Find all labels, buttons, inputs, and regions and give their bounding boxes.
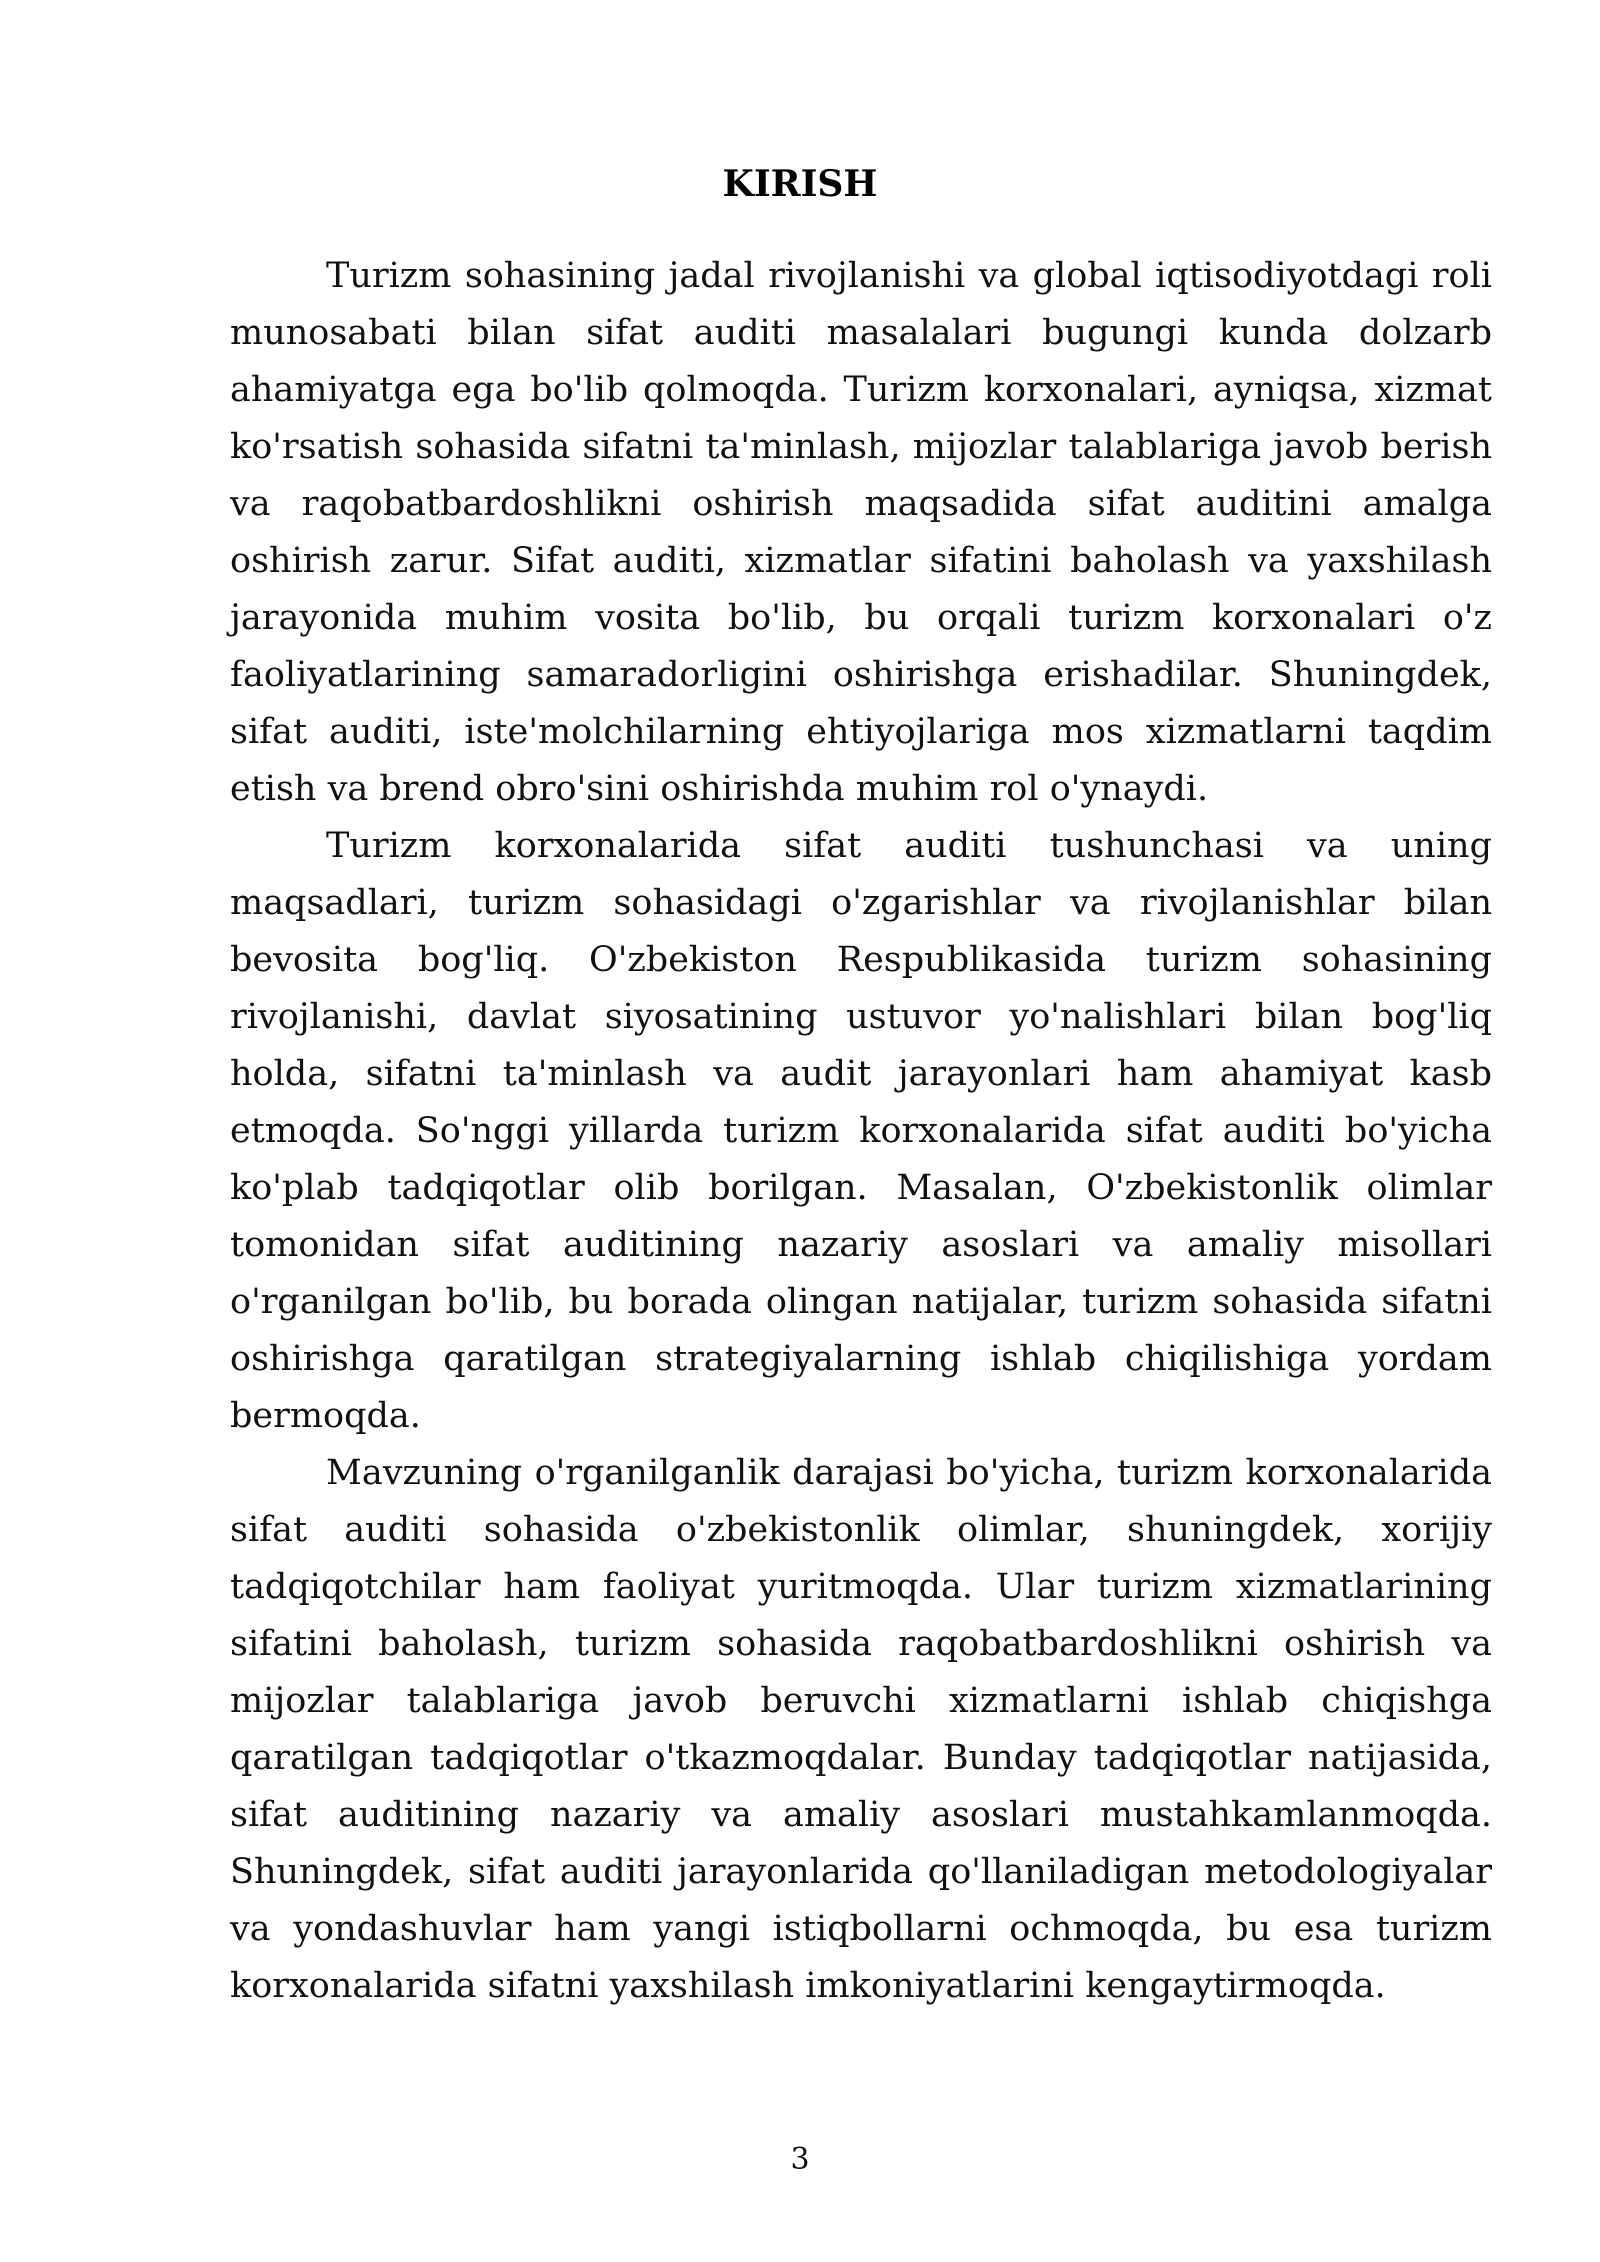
page-number: 3 [790,2142,810,2177]
paragraph-2: Turizm korxonalarida sifat auditi tushunchasi va uning maqsadlari, turizm sohasidagi o'zgarishlar va rivojlanishlar bilan bevosita bog'liq. O'zbekiston Respublikasida turizm sohasining rivojlanishi, davlat siyosatining ustuvor yo'nalishlari bilan bog'liq holda, sifatni ta'minlash va audit jarayonlari ham ahamiyat kasb etmoqda. So'nggi yillarda turizm korxonalarida sifat auditi bo'yicha ko'plab tadqiqotlar olib borilgan. Masalan, O'zbekistonlik olimlar tomonidan sifat auditining nazariy asoslari va amaliy misollari o'rganilgan bo'lib, bu borada olingan natijalar, turizm sohasida sifatni oshirishga qaratilgan strategiyalarning ishlab chiqilishiga yordam bermoqda. [230,826,1492,1436]
paragraph-1: Turizm sohasining jadal rivojlanishi va global iqtisodiyotdagi roli munosabati bilan sifat auditi masalalari bugungi kunda dolzarb ahamiyatga ega bo'lib qolmoqda. Turizm korxonalari, ayniqsa, xizmat ko'rsatish sohasida sifatni ta'minlash, mijozlar talablariga javob berish va raqobatbardoshlikni oshirish maqsadida sifat auditini amalga oshirish zarur. Sifat auditi, xizmatlar sifatini baholash va yaxshilash jarayonida muhim vosita bo'lib, bu orqali turizm korxonalari o'z faoliyatlarining samaradorligini oshirishga erishadilar. Shuningdek, sifat auditi, iste'molchilarning ehtiyojlariga mos xizmatlarni taqdim etish va brend obro'sini oshirishda muhim rol o'ynaydi. [230,256,1492,809]
body-text [230,248,1492,2015]
paragraph-3: Mavzuning o'rganilganlik darajasi bo'yicha, turizm korxonalarida sifat auditi sohasida o'zbekistonlik olimlar, shuningdek, xorijiy tadqiqotchilar ham faoliyat yuritmoqda. Ular turizm xizmatlarining sifatini baholash, turizm sohasida raqobatbardoshlikni oshirish va mijozlar talablariga javob beruvchi xizmatlarni ishlab chiqishga qaratilgan tadqiqotlar o'tkazmoqdalar. Bunday tadqiqotlar natijasida, sifat auditining nazariy va amaliy asoslari mustahkamlanmoqda. Shuningdek, sifat auditi jarayonlarida qo'llaniladigan metodologiyalar va yondashuvlar ham yangi istiqbollarni ochmoqda, bu esa turizm korxonalarida sifatni yaxshilash imkoniyatlarini kengaytirmoqda. [230,1453,1492,2006]
section-title: KIRISH [722,163,878,205]
